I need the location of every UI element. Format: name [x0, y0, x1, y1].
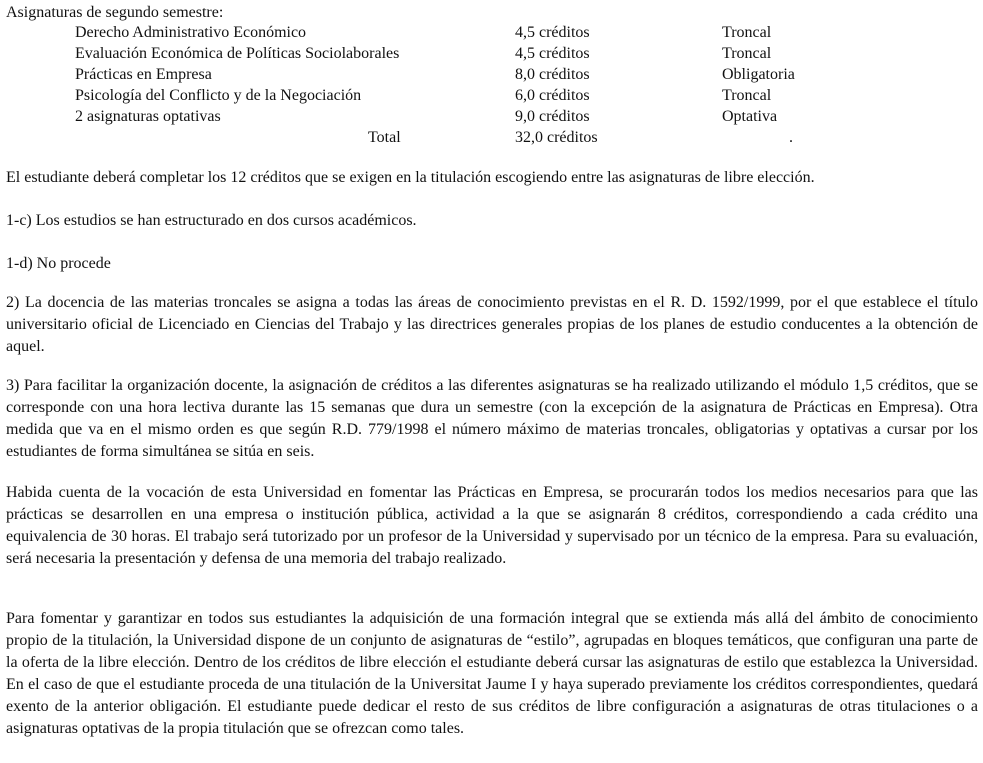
section-heading: Asignaturas de segundo semestre:: [6, 4, 224, 21]
subject-credits: 8,0 créditos: [515, 66, 590, 83]
subject-type: Troncal: [722, 24, 772, 41]
paragraph-estilo: Para fomentar y garantizar en todos sus estudiantes la adquisición de una formación integral que se extienda más allá del ámbito de conocimiento propio de la titulación, la Universidad dispone de un conjunto de asignaturas de “estilo”, agrupadas en bloques temáticos, que configuran una parte de la oferta de la libre elección. Dentro de los créditos de libre elección el estudiante deberá cursar las asignaturas de estilo que establezca la Universidad. En el caso de que el estudiante proceda de una titulación de la Universitat Jaume I y haya superado previamente los créditos correspondientes, quedará exento de la anterior obligación. El estudiante puede dedicar el resto de sus créditos de libre configuración a asignaturas de otras titulaciones o a asignaturas optativas de la propia titulación que se ofrezcan como tales.: [6, 610, 978, 737]
subject-type: Obligatoria: [722, 66, 795, 83]
paragraph-1d: 1-d) No procede: [6, 255, 111, 272]
subject-name: Psicología del Conflicto y de la Negociación: [75, 87, 362, 104]
subject-row: [6, 64, 978, 85]
paragraph-practicas: Habida cuenta de la vocación de esta Universidad en fomentar las Prácticas en Empresa, se procurarán todos los medios necesarios para que las prácticas se desarrollen en una empresa o institución pública, actividad a la que se asignarán 8 créditos, correspondiendo a cada crédito una equivalencia de 30 horas. El trabajo será tutorizado por un profesor de la Universidad y supervisado por un técnico de la empresa. Para su evaluación, será necesaria la presentación y defensa de una memoria del trabajo realizado.: [6, 484, 978, 567]
free-choice-paragraph: El estudiante deberá completar los 12 créditos que se exigen en la titulación escogiendo entre las asignaturas de libre elección.: [6, 169, 815, 186]
paragraph-3: 3) Para facilitar la organización docente, la asignación de créditos a las diferentes asignaturas se ha realizado utilizando el módulo 1,5 créditos, que se corresponde con una hora lectiva durante las 15 semanas que dura un semestre (con la excepción de la asignatura de Prácticas en Empresa). Otra medida que va en el mismo orden es que según R.D. 779/1998 el número máximo de materias troncales, obligatorias y optativas a cursar por los estudiantes de forma simultánea se sitúa en seis.: [6, 377, 978, 460]
subject-row: [6, 43, 978, 64]
subject-row: [6, 22, 978, 43]
subject-type: Troncal: [722, 45, 772, 62]
subjects-table: [6, 22, 978, 148]
subject-credits: 6,0 créditos: [515, 87, 590, 104]
paragraph-1c: 1-c) Los estudios se han estructurado en dos cursos académicos.: [6, 212, 417, 229]
subject-name: Prácticas en Empresa: [75, 66, 212, 83]
subject-row: [6, 85, 978, 106]
subject-type: Troncal: [722, 87, 772, 104]
subject-row: [6, 106, 978, 127]
subject-name: Derecho Administrativo Económico: [75, 24, 307, 41]
total-credits: 32,0 créditos: [515, 129, 598, 146]
subject-name: Evaluación Económica de Políticas Sociolaborales: [75, 45, 400, 62]
subject-credits: 4,5 créditos: [515, 24, 590, 41]
subject-credits: 4,5 créditos: [515, 45, 590, 62]
subject-type: Optativa: [722, 108, 778, 125]
total-row: [6, 127, 978, 148]
subject-credits: 9,0 créditos: [515, 108, 590, 125]
stray-mark: .: [789, 129, 793, 146]
paragraph-2: 2) La docencia de las materias troncales se asigna a todas las áreas de conocimiento previstas en el R. D. 1592/1999, por el que establece el título universitario oficial de Licenciado en Ciencias del Trabajo y las directrices generales propias de los planes de estudio conducentes a la obtención de aquel.: [6, 294, 978, 355]
subject-name: 2 asignaturas optativas: [75, 108, 221, 125]
total-label: Total: [368, 129, 401, 146]
